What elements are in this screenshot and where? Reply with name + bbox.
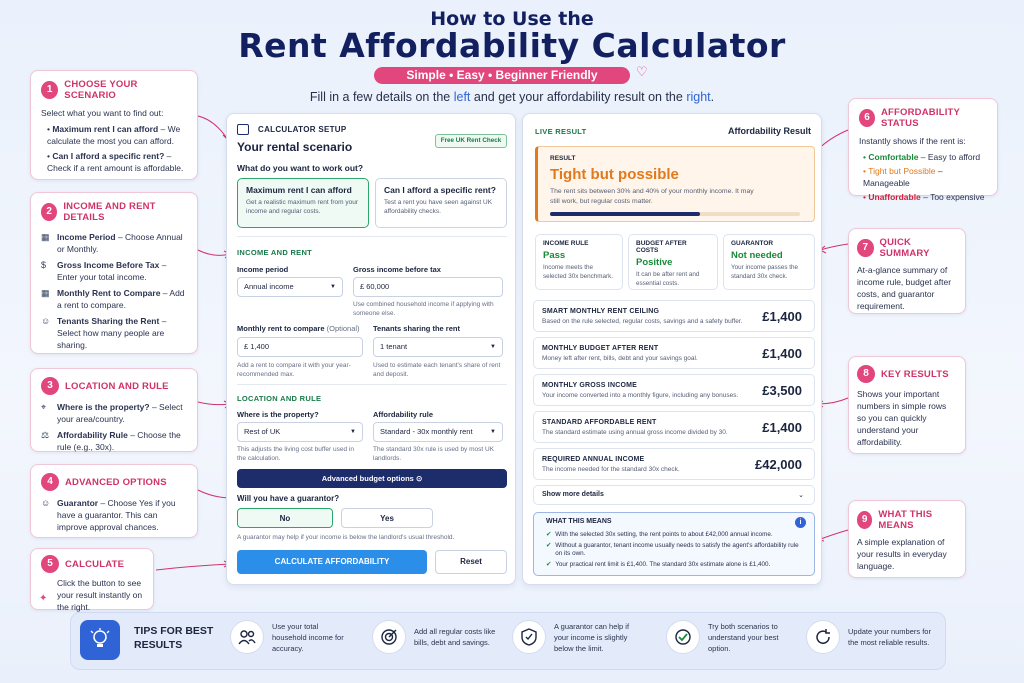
tip-item	[806, 620, 932, 654]
means-title: WHAT THIS MEANS	[546, 518, 612, 525]
show-more-button[interactable]	[533, 485, 815, 505]
sparkle-icon: ✦	[39, 593, 48, 604]
guarantor-question: Will you have a guarantor?	[237, 494, 340, 503]
rule-label: Affordability rule	[373, 410, 434, 419]
tip-text: Try both scenarios to understand your best option.	[708, 621, 779, 653]
step-number: 4	[41, 473, 59, 491]
step-line: Monthly Rent to Compare – Add a rent to compare.	[57, 288, 185, 310]
row-title: MONTHLY GROSS INCOME	[542, 382, 638, 389]
mini-desc: Income meets the selected 30x benchmark.	[543, 264, 614, 280]
status-option: • Unaffordable – Too expensive	[863, 192, 985, 202]
mini-budget	[628, 234, 718, 290]
calendar-icon: ▦	[41, 288, 50, 298]
tip-item	[372, 620, 496, 654]
result-row	[533, 411, 815, 443]
mini-title: INCOME RULE	[543, 240, 589, 247]
mini-value: Positive	[636, 257, 673, 268]
step-number: 6	[859, 109, 875, 127]
result-label: RESULT	[550, 155, 576, 162]
mini-income-rule	[535, 234, 623, 290]
step-number: 9	[857, 511, 872, 529]
tip-item	[230, 620, 352, 654]
chevron-down-icon: ▼	[330, 284, 336, 290]
status-box	[535, 146, 815, 222]
step-title: CHOOSE YOUR SCENARIO	[64, 79, 138, 101]
header-title-main: Rent Affordability Calculator	[238, 26, 786, 65]
step-bullet: • Can I afford a specific rent? – Check if a rent amount is affordable.	[47, 151, 184, 173]
chevron-down-icon: ⊙	[415, 474, 423, 483]
step-title: WHAT THIS MEANS	[878, 509, 933, 531]
step-number: 8	[857, 365, 875, 383]
guarantor-hint: A guarantor may help if your income is below the landlord's usual threshold.	[237, 534, 455, 541]
section-income: INCOME AND RENT	[237, 248, 313, 257]
status-progress	[550, 212, 700, 216]
guarantor-yes-button[interactable]: Yes	[341, 508, 433, 528]
gross-income-hint: Use combined household income if applying with someone else.	[353, 301, 494, 317]
status-track	[550, 212, 800, 216]
check-circle-icon	[666, 620, 700, 654]
rule-select[interactable]: Standard - 30x monthly rent ▼	[373, 422, 503, 442]
option-title: Can I afford a specific rent?	[384, 185, 496, 195]
location-icon: ⌖	[41, 402, 47, 412]
income-period-select[interactable]: Annual income ▼	[237, 277, 343, 297]
result-row	[533, 300, 815, 332]
rent-hint: Add a rent to compare it with your year-recommended max.	[237, 362, 351, 378]
check-icon: ✔	[546, 560, 552, 568]
step-title: AFFORDABILITY STATUS	[880, 107, 960, 129]
people-icon: ☺	[41, 316, 51, 326]
people-icon	[230, 620, 264, 654]
step-intro: Select what you want to find out:	[41, 108, 164, 118]
step-number: 1	[41, 81, 58, 99]
chevron-down-icon: ⌄	[798, 492, 804, 499]
scale-icon: ⚖	[41, 430, 50, 440]
option-desc: Test a rent you have seen against UK affordability checks.	[384, 199, 493, 215]
mini-title: BUDGET AFTER COSTS	[636, 240, 687, 254]
tips-title: TIPS FOR BEST RESULTS	[134, 625, 214, 651]
step-title: CALCULATE	[65, 558, 125, 570]
step-line: Income Period – Choose Annual or Monthly.	[57, 232, 183, 254]
lightbulb-icon	[80, 620, 120, 660]
tip-text: Use your total household income for accuracy.	[272, 621, 344, 653]
step-line: Guarantor – Choose Yes if you have a guarantor. This can improve approval chances.	[57, 498, 176, 532]
scenario-title: Your rental scenario	[237, 140, 353, 154]
step-number: 7	[857, 239, 874, 257]
step-number: 3	[41, 377, 59, 395]
step-title: LOCATION AND RULE	[65, 380, 169, 392]
step-text: Shows your important numbers in simple rows so you can quickly understand your affordability.	[857, 389, 947, 447]
row-desc: Money left after rent, bills, debt and your savings goal.	[542, 355, 698, 362]
row-value: £3,500	[762, 383, 802, 398]
income-period-label: Income period	[237, 265, 289, 274]
step-line: Affordability Rule – Choose the rule (e.g., 30x).	[57, 430, 181, 452]
means-item: ✔ With the selected 30x setting, the rent points to about £42,000 annual income.	[546, 531, 773, 538]
rent-input[interactable]: £ 1,400	[237, 337, 363, 357]
target-icon	[372, 620, 406, 654]
arrow-9	[818, 530, 848, 540]
free-check-badge: Free UK Rent Check	[435, 134, 507, 148]
divider	[237, 236, 507, 237]
means-list	[546, 530, 806, 569]
row-value: £1,400	[762, 309, 802, 324]
tip-text: Update your numbers for the most reliable results.	[848, 627, 931, 647]
tip-item	[666, 620, 790, 654]
mini-title: GUARANTOR	[731, 240, 774, 247]
advanced-options-button[interactable]: Advanced budget options ⊙	[237, 469, 507, 488]
tip-text: Add all regular costs like bills, debt and savings.	[414, 627, 496, 647]
where-hint: This adjusts the living cost buffer used in the calculation.	[237, 446, 354, 462]
step-title: QUICK SUMMARY	[879, 237, 930, 259]
money-icon: $	[41, 260, 47, 270]
info-icon[interactable]: i	[795, 517, 806, 528]
means-item: ✔ Without a guarantor, tenant income usually needs to satisfy the agent's affordability rule on its own.	[546, 541, 799, 557]
tip-item	[512, 620, 644, 654]
option-desc: Get a realistic maximum rent from your income and regular costs.	[246, 199, 358, 215]
where-select[interactable]: Rest of UK ▼	[237, 422, 363, 442]
mini-guarantor	[723, 234, 815, 290]
row-desc: The standard estimate using annual gross income divided by 30.	[542, 429, 728, 436]
guarantor-no-button[interactable]: No	[237, 508, 333, 528]
tip-text: A guarantor can help if your income is slightly below the limit.	[554, 621, 630, 653]
step-line: Tenants Sharing the Rent – Select how many people are sharing.	[57, 316, 167, 350]
tagline-badge: Simple • Easy • Beginner Friendly	[374, 67, 630, 84]
status-option: • Comfortable – Easy to afford	[863, 152, 981, 162]
gross-income-label: Gross income before tax	[353, 265, 441, 274]
row-desc: Based on the rule selected, regular costs, savings and a safety buffer.	[542, 318, 743, 325]
shield-check-icon	[512, 620, 546, 654]
row-title: REQUIRED ANNUAL INCOME	[542, 456, 645, 463]
person-icon: ☺	[41, 498, 51, 508]
gross-income-input[interactable]: £ 60,000	[353, 277, 503, 297]
chevron-down-icon: ▼	[350, 429, 356, 435]
mini-desc: Your income passes the standard 30x check.	[731, 264, 798, 280]
refresh-icon	[806, 620, 840, 654]
rule-hint: The standard 30x rule is used by most UK landlords.	[373, 446, 495, 462]
row-desc: The income needed for the standard 30x check.	[542, 466, 680, 473]
calculator-icon	[237, 124, 249, 135]
step-line: Gross Income Before Tax – Enter your total income.	[57, 260, 167, 282]
row-value: £42,000	[755, 457, 802, 472]
chevron-down-icon: ▼	[490, 429, 496, 435]
page-subtitle: Fill in a few details on the left and get your affordability result on the right.	[309, 90, 715, 104]
mini-value: Pass	[543, 250, 566, 261]
calculate-button[interactable]: CALCULATE AFFORDABILITY	[237, 550, 427, 574]
result-row	[533, 337, 815, 369]
option-title: Maximum rent I can afford	[246, 185, 352, 195]
tenants-hint: Used to estimate each tenant's share of rent and deposit.	[373, 362, 501, 378]
arrow-5	[156, 564, 230, 570]
step-text: At-a-glance summary of income rule, budget after costs, and guarantor requirement.	[857, 265, 952, 311]
step-number: 5	[41, 555, 59, 573]
what-this-means-box	[533, 512, 815, 576]
step-line: Where is the property? – Select your area/country.	[57, 402, 183, 424]
mini-value: Not needed	[731, 250, 783, 261]
result-panel	[522, 113, 822, 585]
means-item: ✔ Your practical rent limit is £1,400. The standard 30x estimate alone is £1,400.	[546, 560, 771, 568]
option-max-rent[interactable]	[237, 178, 369, 228]
reset-button[interactable]: Reset	[435, 550, 507, 574]
setup-label: CALCULATOR SETUP	[258, 125, 347, 134]
chevron-down-icon: ▼	[490, 344, 496, 350]
calculator-panel	[226, 113, 516, 585]
step-number: 2	[41, 203, 57, 221]
tenants-select[interactable]: 1 tenant ▼	[373, 337, 503, 357]
row-value: £1,400	[762, 346, 802, 361]
status-title: Tight but possible	[550, 166, 679, 183]
step-intro: Instantly shows if the rent is:	[859, 136, 966, 146]
rent-label: Monthly rent to compare (Optional)	[237, 324, 360, 333]
heart-icon: ♡	[636, 64, 648, 79]
row-title: MONTHLY BUDGET AFTER RENT	[542, 345, 659, 352]
status-description: The rent sits between 30% and 40% of your monthly income. It may still work, but regular costs matter.	[550, 188, 754, 205]
step-title: ADVANCED OPTIONS	[65, 476, 167, 488]
result-row	[533, 374, 815, 406]
row-desc: Your income converted into a monthly figure, including any bonuses.	[542, 392, 739, 399]
step-bullet: • Maximum rent I can afford – We calculate the most you can afford.	[47, 124, 181, 146]
tenants-label: Tenants sharing the rent	[373, 324, 460, 333]
status-option: • Tight but Possible – Manageable	[863, 166, 943, 188]
calendar-icon: ▦	[41, 232, 50, 242]
check-icon: ✔	[546, 531, 552, 538]
row-title: STANDARD AFFORDABLE RENT	[542, 419, 657, 426]
result-row	[533, 448, 815, 480]
live-result-label: LIVE RESULT	[535, 127, 587, 136]
header-title-line1: How to Use the	[430, 8, 594, 30]
row-value: £1,400	[762, 420, 802, 435]
step-text: Click the button to see your result instantly on the right.	[57, 578, 143, 612]
step-title: INCOME AND RENT DETAILS	[63, 201, 156, 223]
where-label: Where is the property?	[237, 410, 319, 419]
section-location: LOCATION AND RULE	[237, 394, 322, 403]
step-text: A simple explanation of your results in everyday language.	[857, 537, 947, 571]
result-panel-title: Affordability Result	[727, 126, 811, 136]
divider	[237, 384, 507, 385]
arrow-1	[198, 116, 228, 140]
option-specific-rent[interactable]	[375, 178, 507, 228]
scenario-question: What do you want to work out?	[237, 163, 364, 173]
check-icon: ✔	[546, 541, 552, 549]
show-more-label: Show more details	[542, 491, 604, 498]
row-title: SMART MONTHLY RENT CEILING	[542, 308, 660, 315]
step-title: KEY RESULTS	[881, 368, 949, 380]
mini-desc: It can be after rent and essential costs.	[636, 271, 700, 287]
